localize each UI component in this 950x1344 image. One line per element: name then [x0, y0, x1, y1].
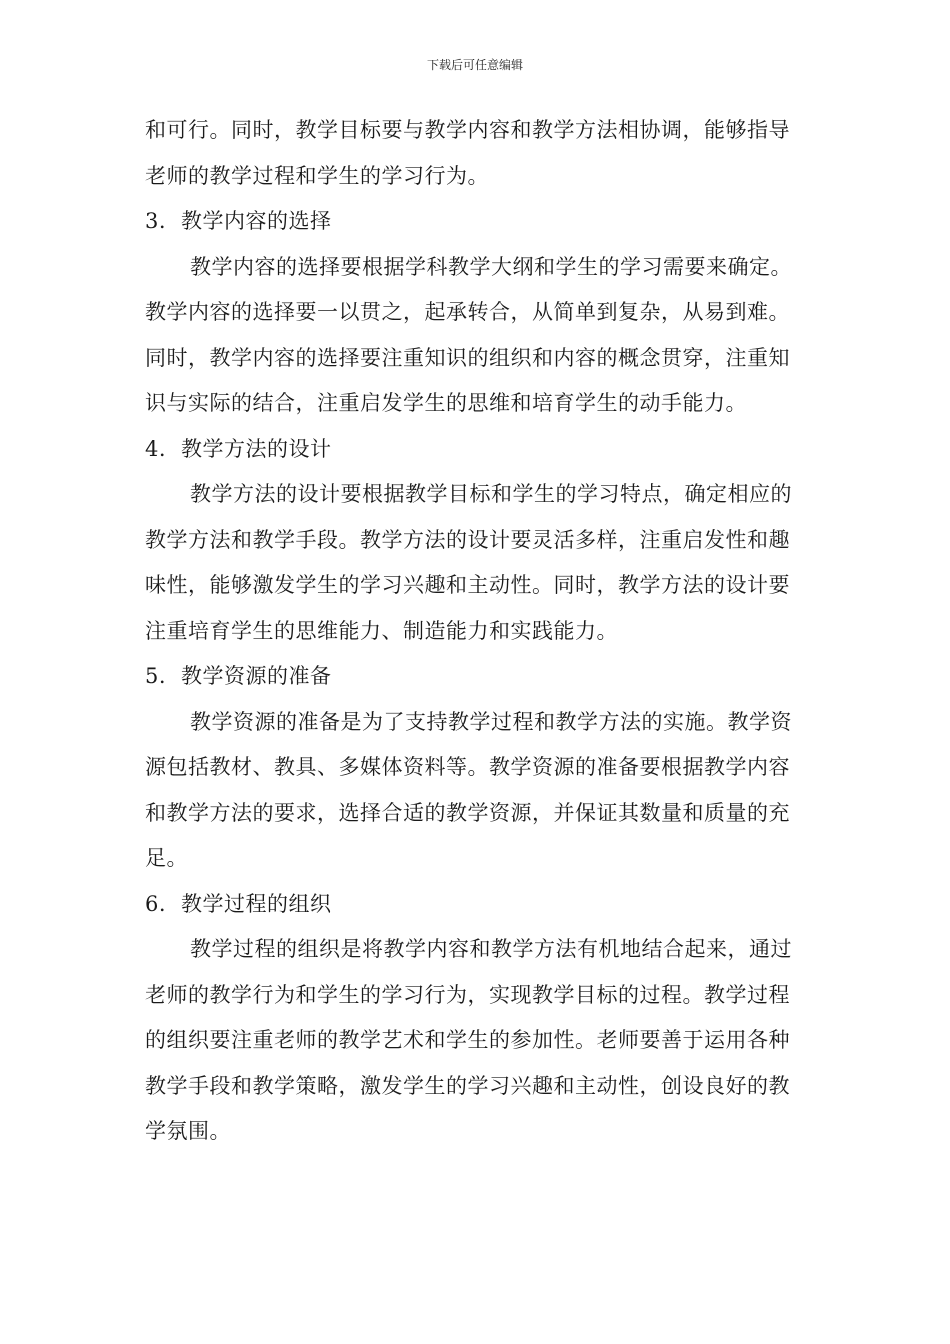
section-6-heading: [145, 882, 810, 928]
section-4-heading: [145, 427, 810, 473]
section-6-paragraph: 教学过程的组织是将教学内容和教学方法有机地结合起来，通过老师的教学行为和学生的学习行为，实现教学目标的过程。教学过程的组织要注重老师的教学艺术和学生的参加性。老师要善于运用各种教学手段和教学策略，激发学生的学习兴趣和主动性，创设良好的教学氛围。: [145, 937, 792, 1143]
section-5-number: 5.: [145, 664, 167, 688]
section-3-paragraph: 教学内容的选择要根据学科教学大纲和学生的学习需要来确定。教学内容的选择要一以贯之，起承转合，从简单到复杂，从易到难。同时，教学内容的选择要注重知识的组织和内容的概念贯穿，注重知识与实际的结合，注重启发学生的思维和培育学生的动手能力。: [145, 254, 792, 415]
section-3-heading: [145, 199, 810, 245]
document-body: [145, 108, 810, 1155]
section-3-number: 3.: [145, 209, 167, 233]
page-header: 下载后可任意编辑: [426, 58, 523, 72]
section-6-number: 6.: [145, 891, 167, 916]
section-4-paragraph: 教学方法的设计要根据教学目标和学生的学习特点，确定相应的教学方法和教学手段。教学方法的设计要灵活多样，注重启发性和趣味性，能够激发学生的学习兴趣和主动性。同时，教学方法的设计要注重培育学生的思维能力、制造能力和实践能力。: [145, 482, 792, 643]
section-5-paragraph: 教学资源的准备是为了支持教学过程和教学方法的实施。教学资源包括教材、教具、多媒体资料等。教学资源的准备要根据教学内容和教学方法的要求，选择合适的教学资源，并保证其数量和质量的充足。: [145, 709, 792, 870]
section-6-title: 教学过程的组织: [181, 891, 332, 916]
section-5-title: 教学资源的准备: [181, 664, 332, 688]
section-4-title: 教学方法的设计: [181, 436, 332, 461]
section-3-title: 教学内容的选择: [181, 209, 332, 233]
section-4-number: 4.: [145, 436, 167, 461]
section-5-heading: [145, 654, 810, 700]
intro-paragraph: 和可行。同时，教学目标要与教学内容和教学方法相协调，能够指导老师的教学过程和学生的学习行为。: [145, 118, 790, 188]
